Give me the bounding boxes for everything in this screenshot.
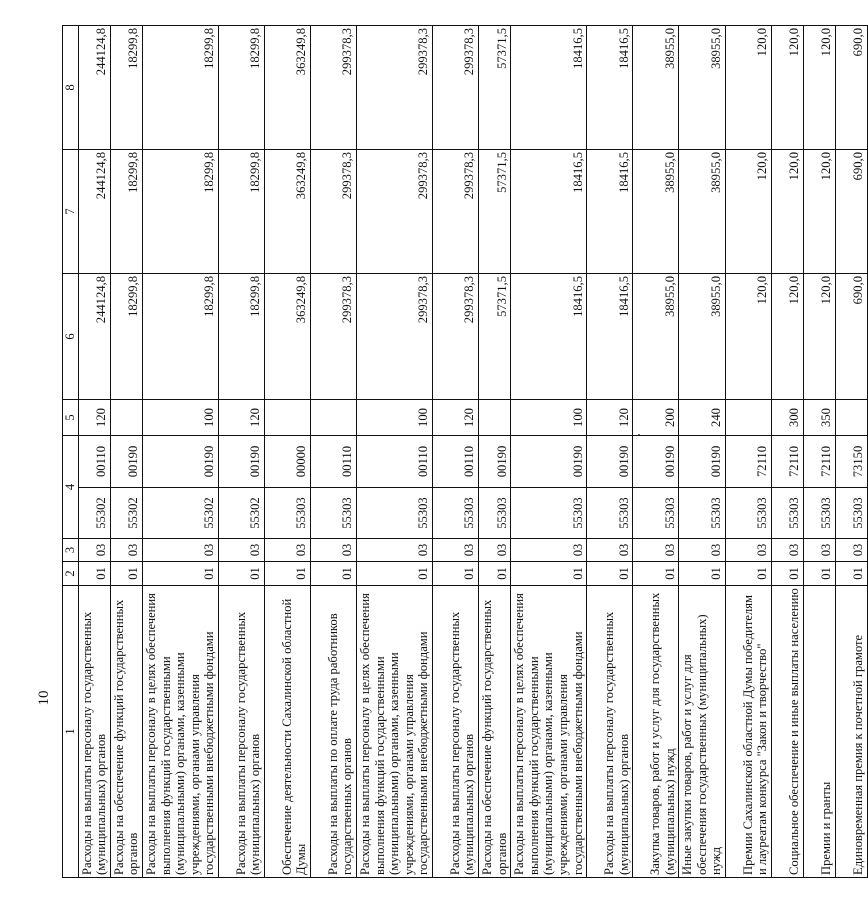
cell-desc: Расходы на обеспечение функций государственных органов [478,586,510,878]
cell-c4a: 55303 [356,488,432,539]
cell-c4a: 55303 [803,488,835,539]
cell-c2: 01 [432,562,478,586]
table-row [803,25,835,877]
cell-c5: 120 [587,399,633,435]
cell-c2: 01 [587,562,633,586]
cell-c7: 57371,5 [478,149,510,273]
cell-desc: Расходы на выплаты по оплате труда работников государственных органов [310,586,356,878]
cell-c5: 120 [78,399,110,435]
table-row [142,25,218,877]
cell-c5: 350 [803,399,835,435]
page-number: 10 [36,690,52,706]
cell-c5 [310,399,356,435]
cell-c6: 38955,0 [633,273,679,399]
cell-c8: 38955,0 [679,25,726,149]
header-cell: 8 [63,25,79,149]
cell-c4b: 72110 [803,435,835,487]
cell-c6: 120,0 [771,273,803,399]
table-row [771,25,803,877]
cell-c5 [478,399,510,435]
cell-c4b: 00190 [587,435,633,487]
cell-c8: 690,0 [835,25,867,149]
cell-c4b: 72110 [725,435,771,487]
cell-c6: 690,0 [835,273,867,399]
cell-c4b: 00190 [679,435,726,487]
cell-c7: 299378,3 [310,149,356,273]
cell-c2: 01 [218,562,264,586]
cell-c5 [725,399,771,435]
cell-c8: 38955,0 [633,25,679,149]
cell-desc: Обеспечение деятельности Сахалинской областной Думы [264,586,310,878]
header-cell: 4 [63,435,79,538]
header-cell: 5 [63,399,79,435]
cell-c4b: 73150 [835,435,867,487]
cell-c7: 690,0 [835,149,867,273]
table-row [725,25,771,877]
cell-desc: Премии и гранты [803,586,835,878]
cell-c4b: 00110 [78,435,110,487]
table-row [587,25,633,877]
cell-c3: 03 [679,539,726,562]
cell-c3: 03 [725,539,771,562]
cell-c7: 299378,3 [432,149,478,273]
cell-c7: 120,0 [803,149,835,273]
cell-c2: 01 [725,562,771,586]
cell-desc: Расходы на выплаты персоналу государственных (муниципальных) органов [587,586,633,878]
cell-c3: 03 [803,539,835,562]
header-row [63,25,79,877]
cell-c4b: 00190 [511,435,587,487]
cell-c8: 18416,5 [511,25,587,149]
cell-c7: 38955,0 [633,149,679,273]
cell-c4b: 00190 [142,435,218,487]
table-row [310,25,356,877]
cell-c7: 18299,8 [110,149,142,273]
header-cell: 2 [63,562,79,586]
cell-c4a: 55302 [142,488,218,539]
cell-c7: 299378,3 [356,149,432,273]
header-cell: 6 [63,273,79,399]
cell-c2: 01 [356,562,432,586]
header-cell: 7 [63,149,79,273]
cell-c3: 03 [310,539,356,562]
cell-c6: 299378,3 [310,273,356,399]
cell-c2: 01 [142,562,218,586]
cell-c2: 01 [679,562,726,586]
cell-c6: 299378,3 [356,273,432,399]
table-row [835,25,867,877]
cell-c2: 01 [478,562,510,586]
cell-c3: 03 [264,539,310,562]
cell-c5 [264,399,310,435]
cell-c3: 03 [835,539,867,562]
table-row [356,25,432,877]
cell-c8: 244124,8 [78,25,110,149]
cell-c3: 03 [587,539,633,562]
cell-c3: 03 [511,539,587,562]
cell-c4a: 55302 [218,488,264,539]
cell-c4a: 55303 [587,488,633,539]
cell-c4a: 55303 [633,488,679,539]
cell-c3: 03 [478,539,510,562]
cell-c8: 18299,8 [110,25,142,149]
cell-c4a: 55303 [511,488,587,539]
cell-c2: 01 [264,562,310,586]
cell-c5 [835,399,867,435]
cell-c6: 18416,5 [511,273,587,399]
budget-table [62,25,868,878]
cell-c5 [110,399,142,435]
cell-c8: 57371,5 [478,25,510,149]
table-row [432,25,478,877]
cell-c6: 299378,3 [432,273,478,399]
cell-c7: 18299,8 [218,149,264,273]
cell-c7: 120,0 [771,149,803,273]
cell-desc: Расходы на выплаты персоналу государственных (муниципальных) органов [432,586,478,878]
cell-desc: Расходы на выплаты персоналу в целях обеспечения выполнения функций государственными (муниципальными) органами, казенными учреждениями, органами управления государственными внебюджетными фондами [356,586,432,878]
cell-c6: 57371,5 [478,273,510,399]
table-body [78,25,867,877]
cell-c4a: 55303 [310,488,356,539]
cell-c8: 18416,5 [587,25,633,149]
cell-c8: 299378,3 [356,25,432,149]
cell-desc: Расходы на выплаты персоналу государственных (муниципальных) органов [218,586,264,878]
cell-c5: 200 [633,399,679,435]
cell-c8: 120,0 [725,25,771,149]
cell-c4a: 55303 [679,488,726,539]
cell-c6: 120,0 [803,273,835,399]
cell-desc: Расходы на выплаты персоналу в целях обеспечения выполнения функций государственными (муниципальными) органами, казенными учреждениями, органами управления государственными внебюджетными фондами [511,586,587,878]
cell-c3: 03 [110,539,142,562]
table-row [264,25,310,877]
cell-c5: 240 [679,399,726,435]
cell-c3: 03 [356,539,432,562]
cell-c5: 100 [356,399,432,435]
cell-c4a: 55303 [771,488,803,539]
cell-c6: 18299,8 [110,273,142,399]
cell-c8: 299378,3 [432,25,478,149]
cell-c2: 01 [771,562,803,586]
cell-c7: 38955,0 [679,149,726,273]
cell-desc: Премии Сахалинской областной Думы победителям и лауреатам конкурса "Закон и творчество" [725,586,771,878]
rotated-page [36,26,866,878]
cell-c4a: 55302 [78,488,110,539]
cell-desc: Расходы на выплаты персоналу государственных (муниципальных) органов [78,586,110,878]
cell-c7: 120,0 [725,149,771,273]
cell-c4b: 00190 [478,435,510,487]
cell-c6: 244124,8 [78,273,110,399]
cell-desc: Расходы на обеспечение функций государственных органов [110,586,142,878]
cell-c4a: 55303 [478,488,510,539]
cell-c4a: 55302 [110,488,142,539]
cell-c6: 18299,8 [218,273,264,399]
cell-c5: 100 [511,399,587,435]
cell-c4b: 00190 [633,435,679,487]
cell-c7: 363249,8 [264,149,310,273]
cell-c4b: 00110 [310,435,356,487]
cell-c5: 120 [218,399,264,435]
cell-c3: 03 [771,539,803,562]
table-row [679,25,726,877]
cell-c7: 18416,5 [587,149,633,273]
cell-c3: 03 [432,539,478,562]
table-row [218,25,264,877]
cell-c2: 01 [835,562,867,586]
cell-desc: Иные закупки товаров, работ и услуг для обеспечения государственных (муниципальных) нужд [679,586,726,878]
cell-c5: 100 [142,399,218,435]
cell-desc: Единовременная премия к почетной грамоте [835,586,867,878]
cell-c7: 18299,8 [142,149,218,273]
cell-c2: 01 [633,562,679,586]
table-row [633,25,679,877]
cell-c6: 120,0 [725,273,771,399]
table-row [78,25,110,877]
table-row [511,25,587,877]
cell-c7: 18416,5 [511,149,587,273]
cell-c4a: 55303 [725,488,771,539]
header-cell: 3 [63,539,79,562]
cell-c2: 01 [78,562,110,586]
cell-c8: 120,0 [771,25,803,149]
cell-c5: 120 [432,399,478,435]
cell-c8: 120,0 [803,25,835,149]
cell-c8: 18299,8 [218,25,264,149]
table-row [110,25,142,877]
cell-c6: 18299,8 [142,273,218,399]
table-row [478,25,510,877]
cell-c7: 244124,8 [78,149,110,273]
cell-c4b: 00000 [264,435,310,487]
cell-c2: 01 [803,562,835,586]
cell-c3: 03 [633,539,679,562]
cell-c8: 363249,8 [264,25,310,149]
cell-c4a: 55303 [264,488,310,539]
cell-desc: Социальное обеспечение и иные выплаты населению [771,586,803,878]
cell-c4a: 55303 [432,488,478,539]
cell-c2: 01 [310,562,356,586]
cell-c4b: 00190 [218,435,264,487]
cell-c4b: 00190 [110,435,142,487]
cell-c2: 01 [110,562,142,586]
cell-c5: 300 [771,399,803,435]
cell-c4b: 00110 [432,435,478,487]
cell-c3: 03 [218,539,264,562]
cell-c2: 01 [511,562,587,586]
cell-c8: 18299,8 [142,25,218,149]
cell-c4b: 00110 [356,435,432,487]
cell-c6: 363249,8 [264,273,310,399]
cell-c8: 299378,3 [310,25,356,149]
cell-desc: Расходы на выплаты персоналу в целях обеспечения выполнения функций государственными (муниципальными) органами, казенными учреждениями, органами управления государственными внебюджетными фондами [142,586,218,878]
header-cell: 1 [63,586,79,878]
cell-c4a: 55303 [835,488,867,539]
cell-c6: 38955,0 [679,273,726,399]
cell-desc: Закупка товаров, работ и услуг для государственных (муниципальных) нужд [633,586,679,878]
cell-c3: 03 [142,539,218,562]
cell-c3: 03 [78,539,110,562]
cell-c6: 18416,5 [587,273,633,399]
cell-c4b: 72110 [771,435,803,487]
